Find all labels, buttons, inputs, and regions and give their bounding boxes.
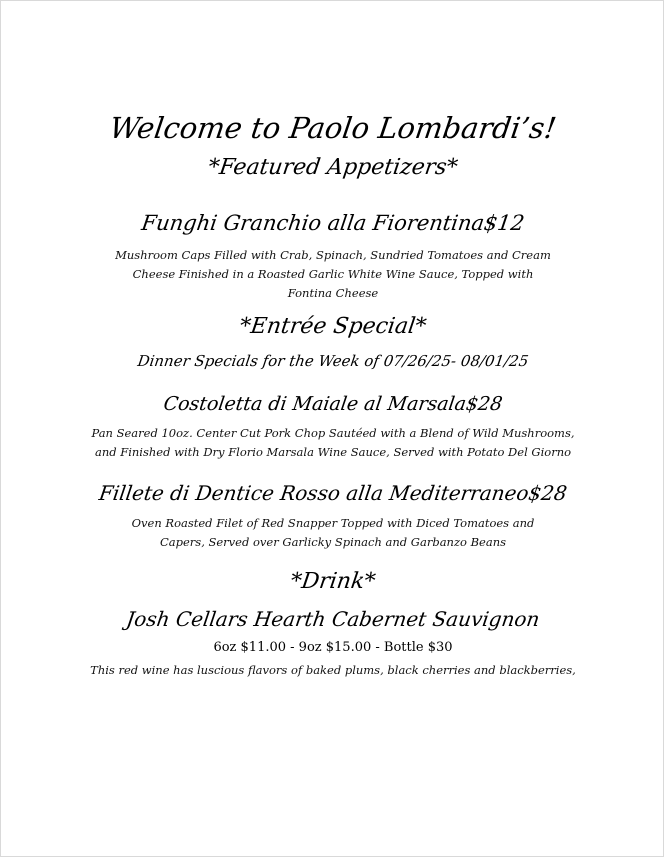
entree-name-pork: Costoletta di Maiale al Marsala$28: [162, 393, 504, 415]
entree-description-snapper: Oven Roasted Filet of Red Snapper Topped with Diced Tomatoes and Capers, Served over Garlicky Spinach and Garbanzo Beans: [131, 516, 535, 549]
entree-name-snapper: Fillete di Dentice Rosso alla Mediterraneo$28: [97, 481, 569, 505]
entree-description-pork: Pan Seared 10oz. Center Cut Pork Chop Sautéed with a Blend of Wild Mushrooms, and Finished with Dry Florio Marsala Wine Sauce, Served with Potato Del Giorno: [91, 426, 575, 459]
welcome-title: Welcome to Paolo Lombardi’s!: [107, 111, 559, 145]
appetizer-description: Mushroom Caps Filled with Crab, Spinach, Sundried Tomatoes and Cream Cheese Finished in a Roasted Garlic White Wine Sauce, Topped with Fontina Cheese: [115, 248, 551, 300]
drink-heading: *Drink*: [288, 569, 378, 594]
appetizer-name: Funghi Granchio alla Fiorentina$12: [140, 211, 526, 235]
wine-description: This red wine has luscious flavors of baked plums, black cherries and blackberries,: [90, 663, 576, 677]
week-dates-line: Dinner Specials for the Week of 07/26/25- 08/01/25: [136, 352, 530, 370]
wine-name: Josh Cellars Hearth Cabernet Sauvignon: [124, 607, 542, 631]
featured-appetizers-heading: *Featured Appetizers*: [206, 155, 460, 180]
entree-special-heading: *Entrée Special*: [238, 314, 428, 339]
wine-price: 6oz $11.00 - 9oz $15.00 - Bottle $30: [213, 640, 453, 655]
